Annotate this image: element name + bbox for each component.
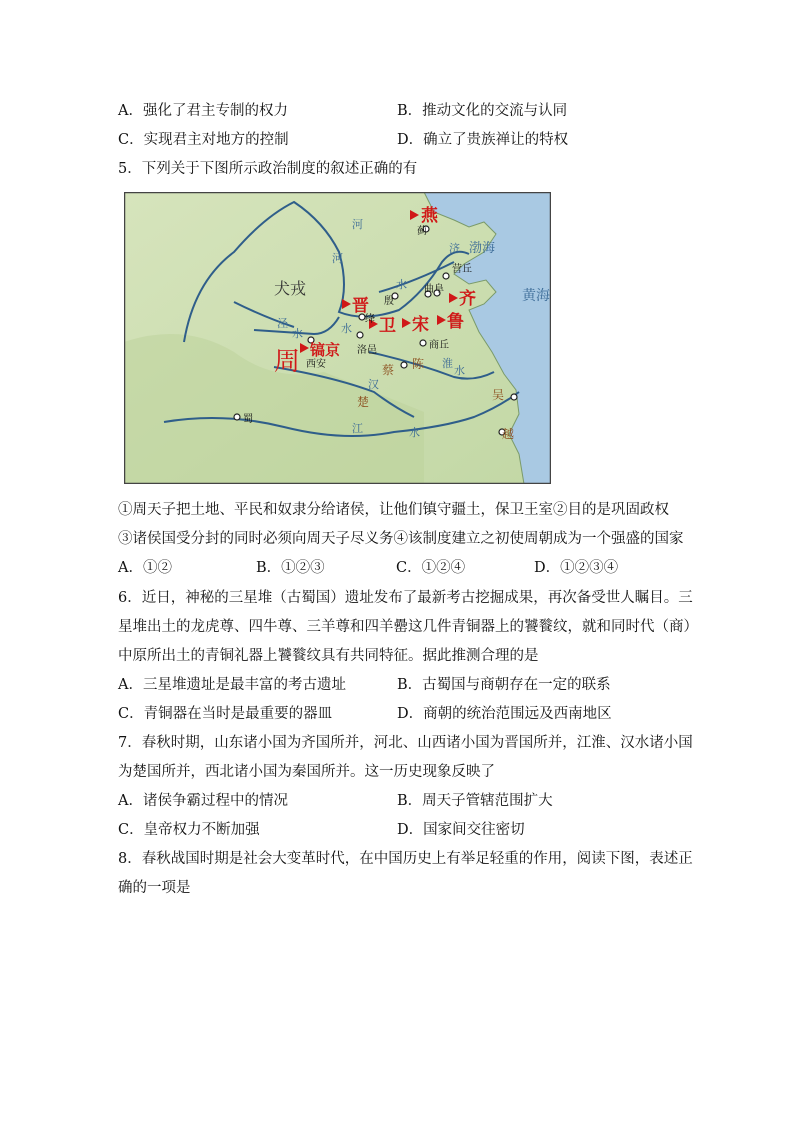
city-ji: 蓟 bbox=[417, 226, 427, 237]
state-wei: 卫 bbox=[379, 316, 396, 336]
state-chen: 陈 bbox=[412, 357, 425, 371]
q5-statement-1: ①周天子把土地、平民和奴隶分给诸侯，让他们镇守疆土，保卫王室②目的是巩固政权 bbox=[118, 502, 669, 518]
q6-option-b: B．古蜀国与商朝存在一定的联系 bbox=[397, 677, 611, 693]
q7-option-a: A．诸侯争霸过程中的情况 bbox=[118, 793, 288, 809]
state-song: 宋 bbox=[412, 315, 429, 335]
q5-option-a: A．①② bbox=[118, 560, 172, 576]
river-he-2: 河 bbox=[332, 252, 343, 265]
river-shui-3: 水 bbox=[341, 322, 352, 335]
q7-option-b: B．周天子管辖范围扩大 bbox=[397, 793, 553, 809]
q6-stem-line-2: 星堆出土的龙虎尊、四牛尊、三羊尊和四羊罍这几件青铜器上的饕餮纹，就和同时代（商） bbox=[118, 619, 698, 635]
state-chu: 楚 bbox=[357, 395, 370, 409]
river-shui-4: 水 bbox=[454, 364, 465, 377]
state-wu: 吴 bbox=[492, 388, 505, 402]
q6-stem-line-1: 6．近日，神秘的三星堆（古蜀国）遗址发布了最新考古挖掘成果，再次备受世人瞩目。三 bbox=[118, 590, 693, 606]
city-jiang: 绛 bbox=[365, 314, 375, 325]
q7-stem-line-2: 为楚国所并，西北诸小国为秦国所并。这一历史现象反映了 bbox=[118, 764, 495, 780]
river-he-1: 河 bbox=[352, 218, 363, 231]
q5-option-b: B．①②③ bbox=[256, 560, 325, 576]
q7-option-c: C．皇帝权力不断加强 bbox=[118, 822, 260, 838]
q5-statement-2: ③诸侯国受分封的同时必须向周天子尽义务④该制度建立之初使周朝成为一个强盛的国家 bbox=[118, 531, 684, 547]
city-luoyi: 洛邑 bbox=[357, 345, 377, 356]
river-ji: 济 bbox=[449, 242, 460, 255]
river-huai: 淮 bbox=[442, 357, 453, 370]
river-han: 汉 bbox=[368, 378, 379, 391]
city-qufu: 曲阜 bbox=[424, 284, 444, 295]
river-jiang: 江 bbox=[352, 422, 363, 435]
city-xian: 西安 bbox=[306, 359, 326, 370]
q8-stem-line-2: 确的一项是 bbox=[118, 880, 191, 896]
q6-stem-line-3: 中原所出土的青铜礼器上饕餮纹具有共同特征。据此推测合理的是 bbox=[118, 648, 539, 664]
q4-option-a: A．强化了君主专制的权力 bbox=[118, 103, 288, 119]
western-zhou-fengfen-map bbox=[124, 192, 551, 484]
quanrong-label: 犬戎 bbox=[274, 279, 307, 298]
q4-option-b: B．推动文化的交流与认同 bbox=[397, 103, 568, 119]
city-shangqiu: 商丘 bbox=[429, 340, 449, 351]
q4-option-d: D．确立了贵族禅让的特权 bbox=[397, 132, 569, 148]
q7-option-d: D．国家间交往密切 bbox=[397, 822, 525, 838]
river-jing: 泾 bbox=[277, 317, 288, 330]
state-lu: 鲁 bbox=[447, 312, 464, 332]
sea-bohai: 渤海 bbox=[469, 241, 496, 256]
q6-option-c: C．青铜器在当时是最重要的器皿 bbox=[118, 706, 333, 722]
city-shu: 蜀 bbox=[243, 414, 253, 425]
zhou-label: 周 bbox=[274, 347, 301, 377]
city-yingqiu: 营丘 bbox=[452, 264, 472, 275]
river-shui-2: 水 bbox=[292, 327, 303, 340]
state-qi: 齐 bbox=[459, 289, 476, 309]
q6-option-d: D．商朝的统治范围远及西南地区 bbox=[397, 706, 612, 722]
sea-huanghai-1: 黄海 bbox=[522, 288, 550, 304]
state-cai: 蔡 bbox=[382, 363, 395, 377]
state-yue: 越 bbox=[502, 427, 515, 441]
city-yin: 殷 bbox=[384, 296, 394, 307]
q5-option-d: D．①②③④ bbox=[534, 560, 619, 576]
state-yan: 燕 bbox=[421, 206, 438, 226]
q6-option-a: A．三星堆遗址是最丰富的考古遗址 bbox=[118, 677, 346, 693]
capital-haojing: 镐京 bbox=[310, 341, 341, 359]
river-shui-1: 水 bbox=[396, 278, 407, 291]
q8-stem-line-1: 8．春秋战国时期是社会大变革时代，在中国历史上有举足轻重的作用，阅读下图，表述正 bbox=[118, 851, 693, 867]
q5-stem: 5．下列关于下图所示政治制度的叙述正确的有 bbox=[118, 161, 418, 177]
q7-stem-line-1: 7．春秋时期，山东诸小国为齐国所并，河北、山西诸小国为晋国所并，江淮、汉水诸小国 bbox=[118, 735, 693, 751]
q4-option-c: C．实现君主对地方的控制 bbox=[118, 132, 289, 148]
q5-option-c: C．①②④ bbox=[396, 560, 466, 576]
river-shui-5: 水 bbox=[409, 426, 420, 439]
state-jin: 晋 bbox=[352, 296, 369, 316]
